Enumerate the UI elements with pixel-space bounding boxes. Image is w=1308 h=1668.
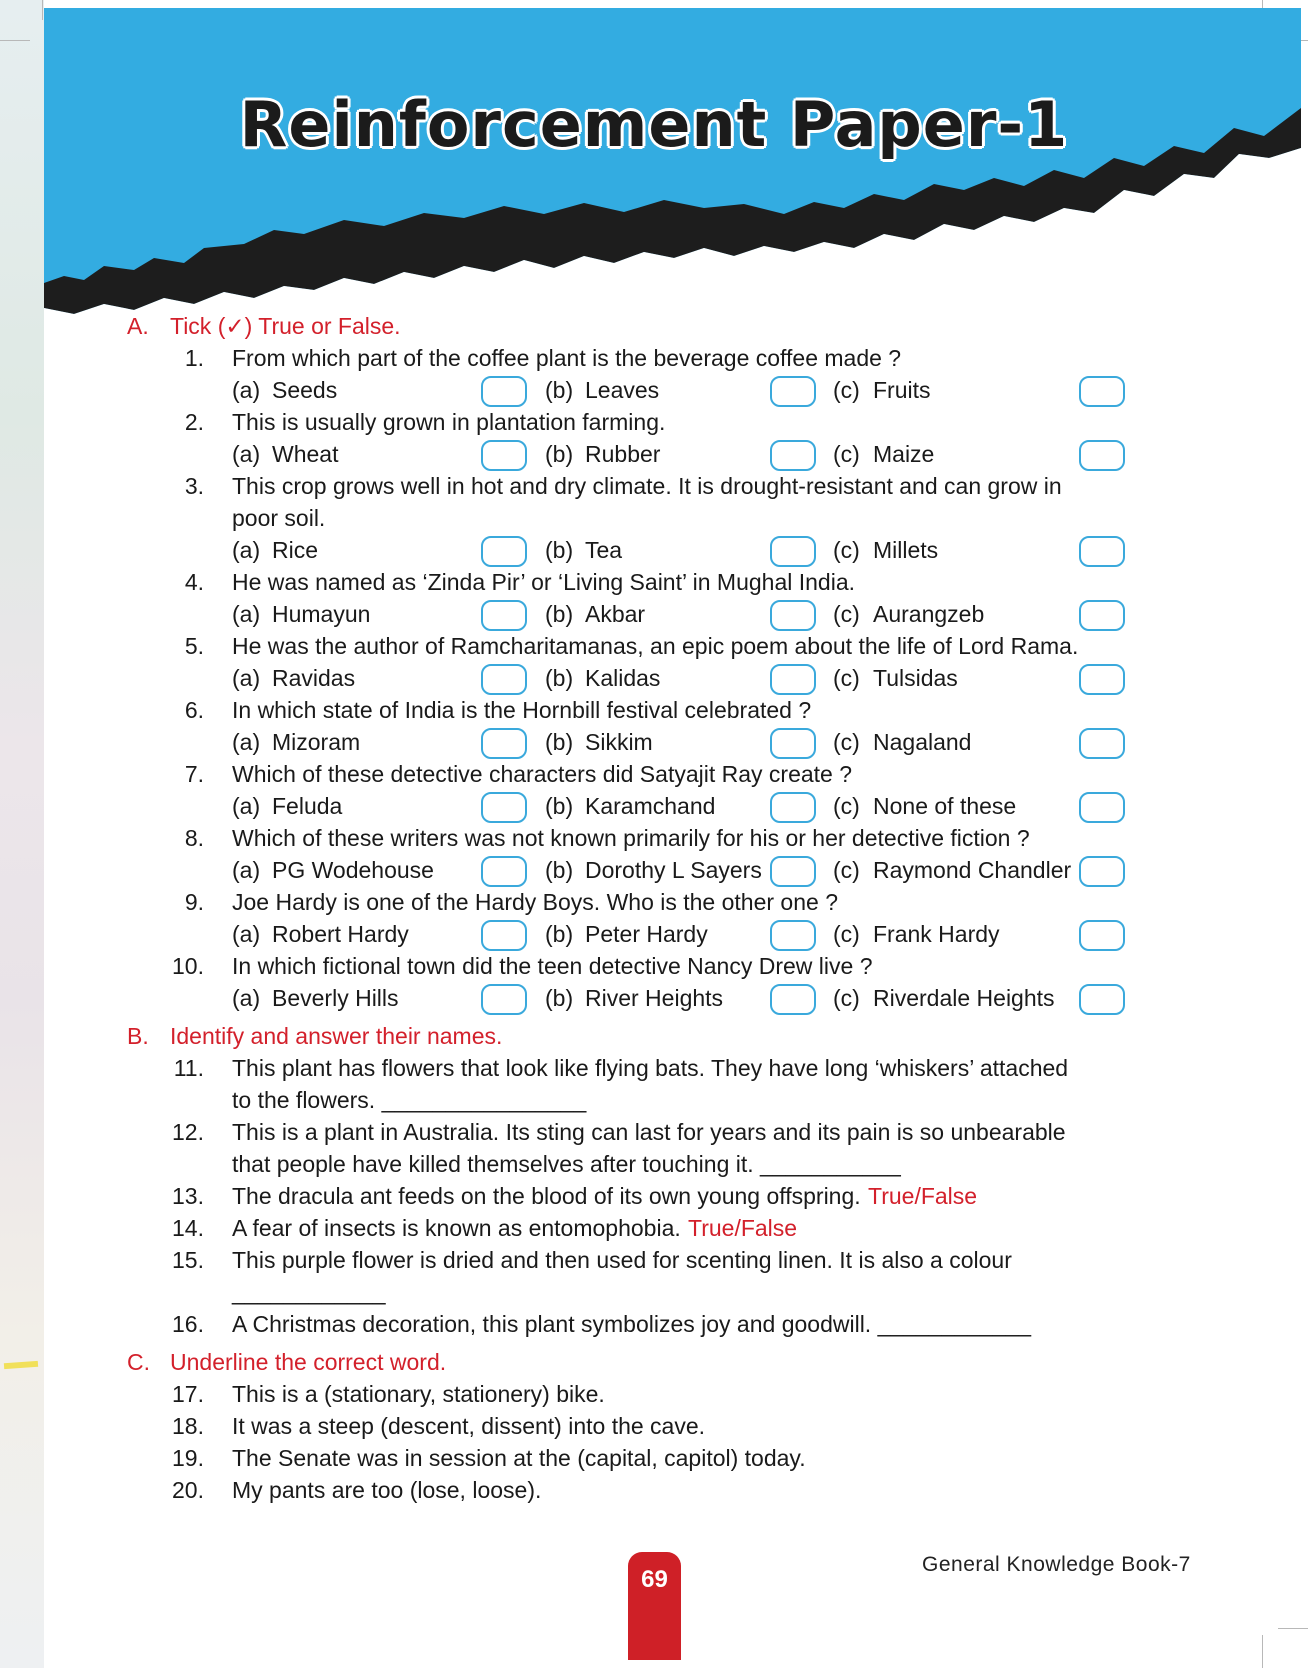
question-text: He was named as ‘Zinda Pir’ or ‘Living Saint’ in Mughal India.	[232, 569, 856, 595]
true-false-label: True/False	[688, 1215, 798, 1241]
option-text: Beverly Hills	[272, 985, 399, 1011]
option-label: (b)	[545, 665, 574, 691]
question-text: It was a steep (descent, dissent) into the cave.	[232, 1413, 706, 1439]
option	[545, 438, 660, 470]
question-number: 3.	[184, 473, 204, 499]
question-row	[0, 1116, 1308, 1148]
question-text: to the flowers. ________________	[232, 1087, 587, 1113]
question-text: From which part of the coffee plant is the beverage coffee made ?	[232, 345, 902, 371]
option	[545, 662, 660, 694]
options-row	[0, 982, 1308, 1014]
question-text: A Christmas decoration, this plant symbolizes joy and goodwill. ____________	[232, 1311, 1032, 1337]
tick-box[interactable]	[1079, 856, 1125, 887]
question-row	[0, 1378, 1308, 1410]
options-row	[0, 534, 1308, 566]
option-text: Ravidas	[272, 665, 356, 691]
option-label: (c)	[833, 537, 860, 563]
option-label: (b)	[545, 921, 574, 947]
tick-box[interactable]	[481, 920, 527, 951]
option-label: (a)	[232, 377, 261, 403]
crop-mark	[0, 40, 30, 41]
option-text: Fruits	[873, 377, 931, 403]
option	[833, 534, 938, 566]
option	[232, 662, 355, 694]
option-text: None of these	[873, 793, 1017, 819]
tick-box[interactable]	[481, 600, 527, 631]
option-label: (c)	[833, 601, 860, 627]
option-text: Wheat	[272, 441, 339, 467]
question-text: This is a plant in Australia. Its sting can last for years and its pain is so unbearable	[232, 1119, 1066, 1145]
option	[545, 598, 645, 630]
crop-mark	[1262, 1635, 1263, 1668]
option-label: (a)	[232, 793, 261, 819]
question-row	[0, 566, 1308, 598]
question-row	[0, 1052, 1308, 1084]
option-text: Millets	[873, 537, 939, 563]
option-text: Riverdale Heights	[873, 985, 1055, 1011]
question-number: 6.	[184, 697, 204, 723]
tick-box[interactable]	[770, 600, 816, 631]
option-text: Robert Hardy	[272, 921, 409, 947]
option-label: (b)	[545, 377, 574, 403]
option-label: (a)	[232, 601, 261, 627]
options-row	[0, 438, 1308, 470]
option	[833, 918, 1000, 950]
torn-paper-edge	[44, 8, 1301, 318]
question-number: 20.	[172, 1477, 204, 1503]
option-label: (a)	[232, 537, 261, 563]
question-number: 12.	[172, 1119, 204, 1145]
option-text: Rice	[272, 537, 319, 563]
question-row	[0, 1212, 1308, 1244]
question-row	[0, 1244, 1308, 1276]
question-number: 15.	[172, 1247, 204, 1273]
question-text: This plant has flowers that look like flying bats. They have long ‘whiskers’ attached	[232, 1055, 1069, 1081]
option-label: (c)	[833, 857, 860, 883]
tick-box[interactable]	[481, 376, 527, 407]
header-banner	[44, 8, 1301, 318]
option-label: (c)	[833, 665, 860, 691]
option	[545, 726, 653, 758]
question-row-continued	[0, 502, 1308, 534]
question-number: 5.	[184, 633, 204, 659]
question-number: 14.	[172, 1215, 204, 1241]
option-label: (a)	[232, 441, 261, 467]
question-number: 9.	[184, 889, 204, 915]
section-instruction: Tick (✓) True or False.	[170, 313, 401, 339]
option-text: Maize	[873, 441, 935, 467]
option-label: (a)	[232, 729, 261, 755]
option-label: (a)	[232, 921, 261, 947]
options-row	[0, 598, 1308, 630]
tick-box[interactable]	[481, 856, 527, 887]
option-text: Nagaland	[873, 729, 972, 755]
tick-box[interactable]	[1079, 600, 1125, 631]
question-row	[0, 1442, 1308, 1474]
option-label: (b)	[545, 985, 574, 1011]
section-letter: B.	[127, 1023, 149, 1049]
option-text: Tea	[585, 537, 623, 563]
tick-box[interactable]	[770, 376, 816, 407]
question-row	[0, 950, 1308, 982]
question-number: 18.	[172, 1413, 204, 1439]
tick-box[interactable]	[770, 536, 816, 567]
options-row	[0, 662, 1308, 694]
question-number: 17.	[172, 1381, 204, 1407]
question-number: 8.	[184, 825, 204, 851]
option	[545, 854, 762, 886]
tick-box[interactable]	[481, 728, 527, 759]
option-label: (c)	[833, 921, 860, 947]
option	[833, 790, 1016, 822]
options-row	[0, 918, 1308, 950]
question-text: that people have killed themselves after touching it. ___________	[232, 1151, 901, 1177]
option-label: (a)	[232, 985, 261, 1011]
tick-box[interactable]	[1079, 376, 1125, 407]
option	[545, 534, 622, 566]
option	[232, 918, 409, 950]
question-text: A fear of insects is known as entomophobia.	[232, 1215, 681, 1241]
tick-box[interactable]	[1079, 728, 1125, 759]
question-row	[0, 470, 1308, 502]
crop-mark	[42, 0, 43, 20]
section-instruction: Identify and answer their names.	[170, 1023, 503, 1049]
option-text: Raymond Chandler	[873, 857, 1072, 883]
options-row	[0, 726, 1308, 758]
question-number: 7.	[184, 761, 204, 787]
tick-box[interactable]	[481, 792, 527, 823]
option	[232, 982, 399, 1014]
question-text: poor soil.	[232, 505, 326, 531]
option-text: Tulsidas	[873, 665, 958, 691]
question-row-continued	[0, 1084, 1308, 1116]
question-row	[0, 758, 1308, 790]
option-text: River Heights	[585, 985, 724, 1011]
option-label: (b)	[545, 857, 574, 883]
question-text: He was the author of Ramcharitamanas, an epic poem about the life of Lord Rama.	[232, 633, 1079, 659]
true-false-label: True/False	[868, 1183, 978, 1209]
option-label: (c)	[833, 729, 860, 755]
tick-box[interactable]	[481, 440, 527, 471]
option	[232, 438, 338, 470]
option-text: Sikkim	[585, 729, 653, 755]
option-label: (c)	[833, 985, 860, 1011]
question-text: This purple flower is dried and then used for scenting linen. It is also a colour	[232, 1247, 1012, 1273]
tick-box[interactable]	[770, 664, 816, 695]
book-title: General Knowledge Book-7	[922, 1553, 1191, 1576]
question-text: Joe Hardy is one of the Hardy Boys. Who is the other one ?	[232, 889, 838, 915]
section-a-heading	[127, 310, 401, 342]
question-text: In which fictional town did the teen detective Nancy Drew live ?	[232, 953, 873, 979]
option-label: (a)	[232, 857, 261, 883]
question-text: ____________	[232, 1279, 386, 1305]
tick-box[interactable]	[1079, 664, 1125, 695]
option-label: (b)	[545, 601, 574, 627]
option	[833, 982, 1055, 1014]
option-text: Leaves	[585, 377, 660, 403]
tick-box[interactable]	[770, 984, 816, 1015]
option	[545, 982, 723, 1014]
option	[833, 854, 1071, 886]
question-row-continued	[0, 1148, 1308, 1180]
question-text: This is usually grown in plantation farming.	[232, 409, 666, 435]
section-c-heading	[127, 1346, 446, 1378]
question-text: This is a (stationary, stationery) bike.	[232, 1381, 605, 1407]
question-row	[0, 342, 1308, 374]
question-number: 10.	[172, 953, 204, 979]
tick-box[interactable]	[770, 440, 816, 471]
option	[833, 374, 931, 406]
tick-box[interactable]	[1079, 920, 1125, 951]
page-number-badge	[628, 1552, 681, 1660]
option	[232, 790, 342, 822]
tick-box[interactable]	[770, 856, 816, 887]
section-letter: C.	[127, 1349, 150, 1375]
question-text: The Senate was in session at the (capital, capitol) today.	[232, 1445, 806, 1471]
question-text: The dracula ant feeds on the blood of its own young offspring.	[232, 1183, 861, 1209]
question-row	[0, 630, 1308, 662]
question-number: 1.	[184, 345, 204, 371]
question-number: 13.	[172, 1183, 204, 1209]
question-row	[0, 1180, 1308, 1212]
option	[232, 726, 360, 758]
edge-mark	[4, 1361, 38, 1369]
option-label: (c)	[833, 377, 860, 403]
options-row	[0, 854, 1308, 886]
question-row	[0, 1410, 1308, 1442]
options-row	[0, 790, 1308, 822]
tick-box[interactable]	[770, 728, 816, 759]
tick-box[interactable]	[481, 664, 527, 695]
question-text: In which state of India is the Hornbill festival celebrated ?	[232, 697, 812, 723]
option-text: Frank Hardy	[873, 921, 1000, 947]
options-row	[0, 374, 1308, 406]
tick-box[interactable]	[770, 920, 816, 951]
section-letter: A.	[127, 313, 149, 339]
page-number: 69	[641, 1566, 668, 1593]
tick-box[interactable]	[481, 984, 527, 1015]
option-label: (b)	[545, 793, 574, 819]
option	[833, 726, 971, 758]
question-text: Which of these writers was not known primarily for his or her detective fiction ?	[232, 825, 1030, 851]
question-row	[0, 406, 1308, 438]
question-number: 2.	[184, 409, 204, 435]
option-label: (b)	[545, 441, 574, 467]
option-label: (a)	[232, 665, 261, 691]
option	[833, 662, 958, 694]
question-number: 4.	[184, 569, 204, 595]
option-text: Dorothy L Sayers	[585, 857, 762, 883]
question-row	[0, 694, 1308, 726]
question-text: My pants are too (lose, loose).	[232, 1477, 542, 1503]
question-row-continued	[0, 1276, 1308, 1308]
option-text: Humayun	[272, 601, 371, 627]
option-label: (c)	[833, 441, 860, 467]
tick-box[interactable]	[1079, 440, 1125, 471]
option	[232, 854, 434, 886]
question-row	[0, 1474, 1308, 1506]
question-text: This crop grows well in hot and dry climate. It is drought-resistant and can grow in	[232, 473, 1062, 499]
question-number: 19.	[172, 1445, 204, 1471]
option-text: PG Wodehouse	[272, 857, 434, 883]
option	[232, 598, 370, 630]
crop-mark	[1278, 1628, 1308, 1629]
option-text: Mizoram	[272, 729, 361, 755]
section-b-heading	[127, 1020, 502, 1052]
option	[545, 374, 659, 406]
option-label: (b)	[545, 729, 574, 755]
question-number: 16.	[172, 1311, 204, 1337]
tick-box[interactable]	[770, 792, 816, 823]
section-instruction: Underline the correct word.	[170, 1349, 447, 1375]
question-row	[0, 886, 1308, 918]
page-title: Reinforcement Paper-1	[239, 88, 1069, 161]
question-number: 11.	[173, 1055, 204, 1081]
option-text: Kalidas	[585, 665, 661, 691]
option-text: Akbar	[585, 601, 646, 627]
option-text: Rubber	[585, 441, 661, 467]
option	[833, 438, 934, 470]
tick-box[interactable]	[1079, 792, 1125, 823]
option	[545, 790, 715, 822]
option	[833, 598, 984, 630]
option-text: Karamchand	[585, 793, 716, 819]
option-text: Aurangzeb	[873, 601, 985, 627]
option	[232, 374, 337, 406]
option	[232, 534, 318, 566]
option-label: (b)	[545, 537, 574, 563]
option-text: Seeds	[272, 377, 338, 403]
question-text: Which of these detective characters did Satyajit Ray create ?	[232, 761, 853, 787]
option-text: Feluda	[272, 793, 343, 819]
question-row	[0, 1308, 1308, 1340]
question-row	[0, 822, 1308, 854]
option-text: Peter Hardy	[585, 921, 708, 947]
option-label: (c)	[833, 793, 860, 819]
tick-box[interactable]	[1079, 984, 1125, 1015]
option	[545, 918, 708, 950]
tick-box[interactable]	[1079, 536, 1125, 567]
tick-box[interactable]	[481, 536, 527, 567]
